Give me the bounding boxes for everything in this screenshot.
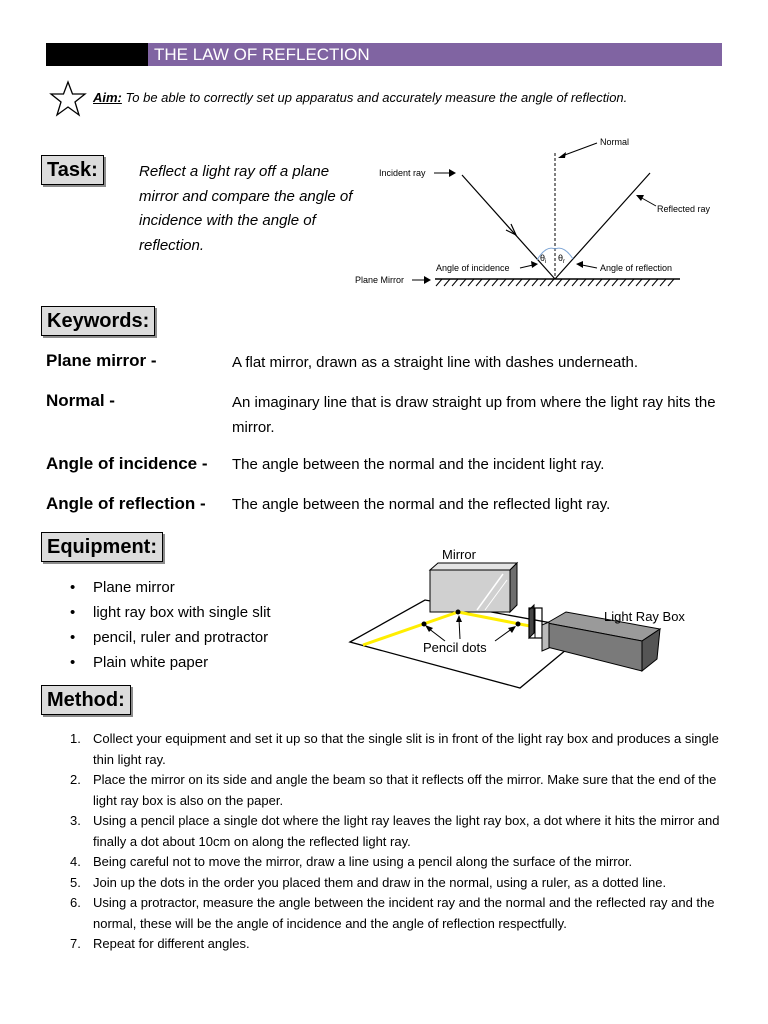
- method-steps: [66, 729, 722, 955]
- pencil-dots-label: Pencil dots: [423, 640, 487, 655]
- theta-i-label: $\theta_i$: [540, 253, 547, 265]
- step-text: Join up the dots in the order you placed them and draw in the normal, using a ruler, as a dotted line.: [93, 874, 667, 890]
- step-text: Place the mirror on its side and angle the beam so that it reflects off the mirror. Make sure that the end of the light ray box is also on the paper.: [93, 772, 717, 808]
- mirror-side: [510, 563, 517, 612]
- equipment-diagram: [345, 545, 685, 690]
- keyword-definition: The angle between the normal and the reflected light ray.: [232, 496, 611, 513]
- theta-r-label: $\theta_r$: [558, 253, 566, 265]
- list-item: • pencil, ruler and protractor: [70, 625, 271, 650]
- page-title: THE LAW OF REFLECTION: [148, 43, 722, 66]
- method-step: [66, 811, 722, 852]
- list-item: • Plane mirror: [70, 575, 271, 600]
- title-black-block: [46, 43, 148, 66]
- normal-label: Normal: [600, 137, 630, 147]
- star-icon: [49, 80, 87, 118]
- slit-side: [529, 605, 534, 638]
- method-step: [66, 934, 722, 955]
- list-item: • Plain white paper: [70, 650, 271, 675]
- method-step: [66, 729, 722, 770]
- reflection-diagram: [350, 133, 750, 293]
- keyword-term: Angle of reflection -: [46, 494, 206, 513]
- step-number: 5.: [70, 874, 81, 890]
- keywords-header: Keywords:: [41, 306, 155, 336]
- step-number: 2.: [70, 772, 81, 787]
- step-number: 1.: [70, 731, 81, 746]
- keyword-definition: A flat mirror, drawn as a straight line with dashes underneath.: [232, 354, 639, 371]
- method-step: [66, 873, 722, 894]
- method-step: [66, 770, 722, 811]
- aim-line: [93, 90, 627, 105]
- task-text: Reflect a light ray off a plane mirror and compare the angle of incidence with the angle of reflection.: [139, 163, 353, 254]
- pencil-dot: [456, 610, 461, 615]
- keyword-definition: The angle between the normal and the incident light ray.: [232, 456, 605, 473]
- title-bar: [46, 43, 722, 66]
- angle-of-incidence-label: Angle of incidence: [436, 263, 510, 273]
- task-header: Task:: [41, 155, 104, 185]
- pencil-dot: [516, 622, 521, 627]
- step-text: Repeat for different angles.: [93, 936, 250, 951]
- step-text: Using a protractor, measure the angle between the incident ray and the normal and the reflected ray and the normal, these will be the angle of incidence and the angle of reflection respectfully.: [93, 895, 715, 931]
- mirror-hatching: [436, 279, 674, 286]
- incident-ray-label: Incident ray: [379, 168, 426, 178]
- method-step: [66, 852, 722, 873]
- angle-of-reflection-label: Angle of reflection: [600, 263, 673, 273]
- step-text: Being careful not to move the mirror, draw a line using a pencil along the surface of the mirror.: [93, 854, 633, 869]
- step-text: Collect your equipment and set it up so that the single slit is in front of the light ray box and produces a single thin light ray.: [93, 731, 719, 767]
- method-header: Method:: [41, 685, 131, 715]
- method-step: [66, 893, 722, 934]
- step-number: 7.: [70, 936, 81, 951]
- aim-text: To be able to correctly set up apparatus and accurately measure the angle of reflection.: [121, 90, 628, 105]
- step-text: Using a pencil place a single dot where the light ray leaves the light ray box, a dot where it hits the mirror and finally a dot about 10cm on along the reflected light ray.: [93, 813, 720, 849]
- reflected-ray-label: Reflected ray: [657, 204, 711, 214]
- list-item: • light ray box with single slit: [70, 600, 271, 625]
- aim-label: Aim:: [93, 90, 122, 105]
- light-ray-box-label: Light Ray Box: [604, 609, 685, 624]
- keyword-definition: An imaginary line that is draw straight up from where the light ray hits the mirror.: [232, 394, 716, 436]
- equipment-header: Equipment:: [41, 532, 163, 562]
- step-number: 4.: [70, 854, 81, 869]
- keyword-term: Plane mirror -: [46, 351, 157, 370]
- keyword-term: Angle of incidence -: [46, 454, 208, 473]
- mirror-label: Mirror: [442, 547, 476, 562]
- plane-mirror-label: Plane Mirror: [355, 275, 405, 285]
- equipment-list: [70, 575, 271, 675]
- step-number: 3.: [70, 813, 81, 828]
- keyword-term: Normal -: [46, 391, 115, 410]
- step-number: 6.: [70, 895, 81, 910]
- mirror-front: [430, 570, 510, 612]
- mirror-top: [430, 563, 517, 570]
